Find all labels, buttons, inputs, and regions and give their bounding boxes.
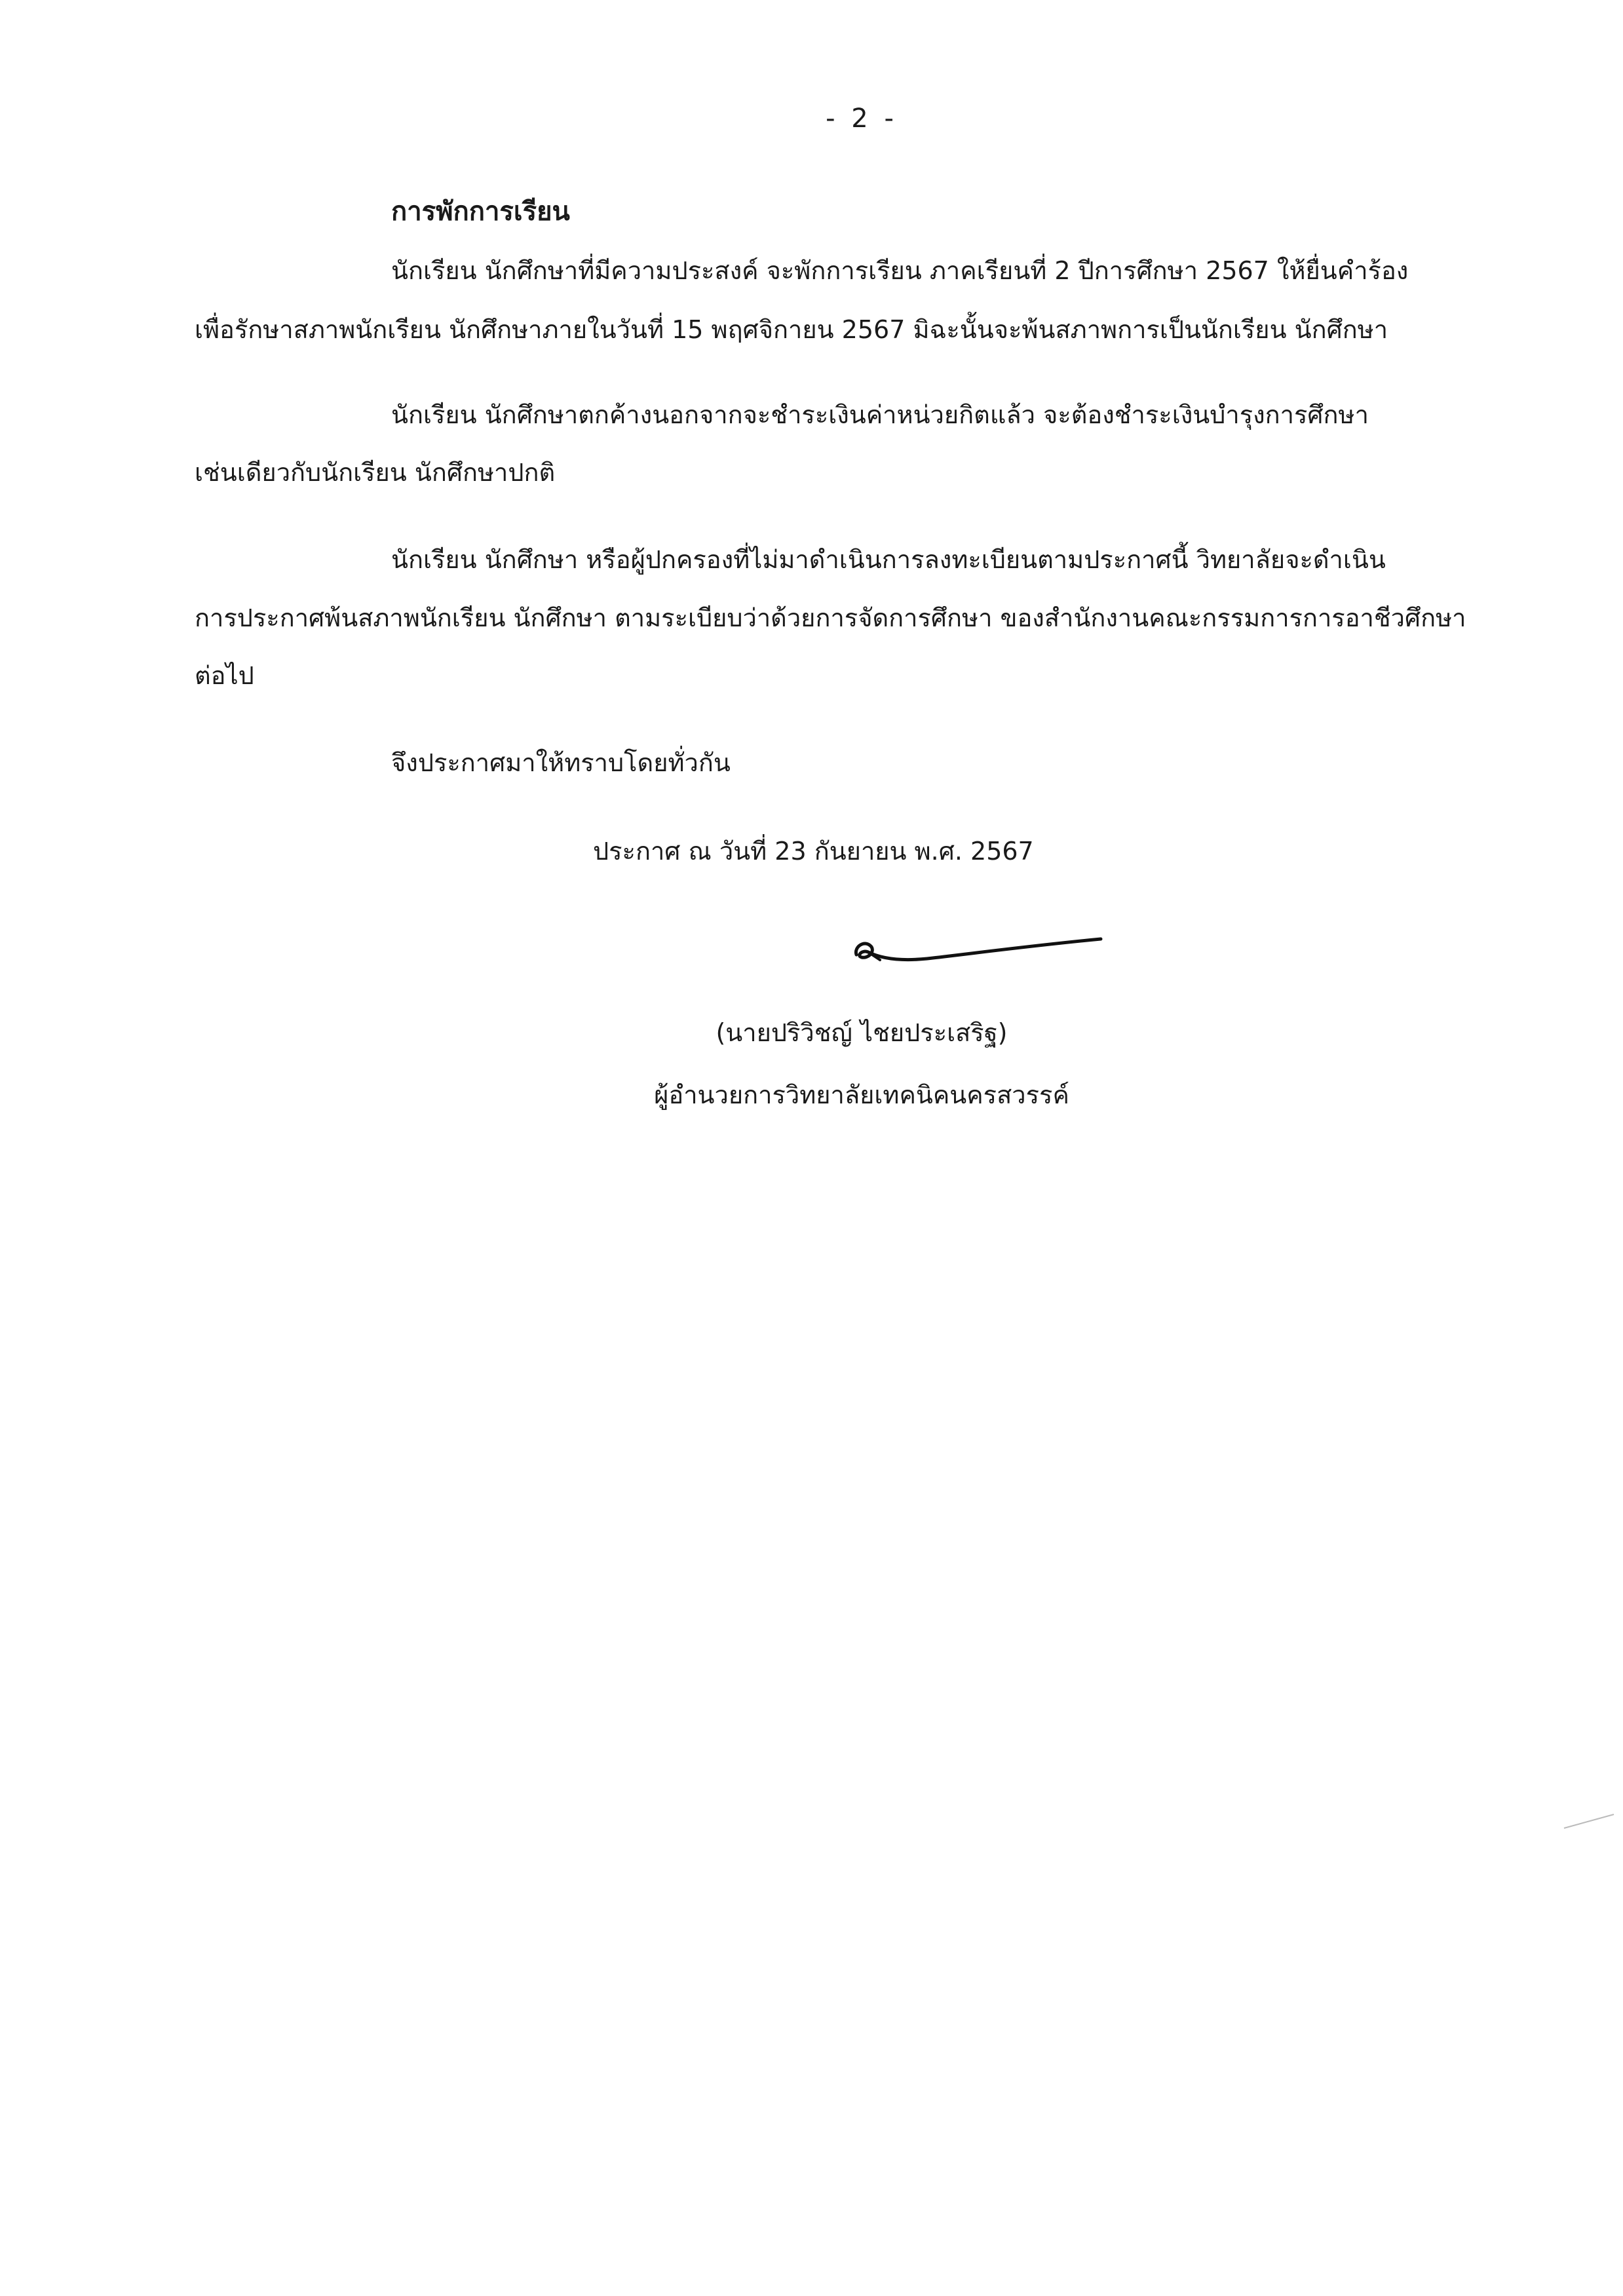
closing-statement: จึงประกาศมาให้ทราบโดยทั่วกัน — [391, 748, 731, 777]
announcement-date: ประกาศ ณ วันที่ 23 กันยายน พ.ศ. 2567 — [593, 837, 1034, 866]
signatory-name: (นายปริวิชญ์ ไชยประเสริฐ) — [716, 1018, 1008, 1047]
signatory-title: ผู้อำนวยการวิทยาลัยเทคนิคนครสวรรค์ — [654, 1081, 1069, 1109]
page-number: - 2 - — [826, 104, 898, 134]
handwritten-signature — [842, 921, 1104, 980]
paragraph-2-line-2: เช่นเดียวกับนักเรียน นักศึกษาปกติ — [195, 458, 556, 487]
paragraph-3-line-3: ต่อไป — [195, 661, 254, 690]
paragraph-2-line-1: นักเรียน นักศึกษาตกค้างนอกจากจะชำระเงินค่าหน่วยกิตแล้ว จะต้องชำระเงินบำรุงการศึกษา — [391, 400, 1369, 429]
paragraph-1-line-1: นักเรียน นักศึกษาที่มีความประสงค์ จะพักการเรียน ภาคเรียนที่ 2 ปีการศึกษา 2567 ให้ยื่นคำร้อง — [391, 256, 1409, 285]
section-heading: การพักการเรียน — [391, 197, 570, 227]
paragraph-3-line-2: การประกาศพ้นสภาพนักเรียน นักศึกษา ตามระเบียบว่าด้วยการจัดการศึกษา ของสำนักงานคณะกรรมการการอาชีวศึกษา — [195, 603, 1466, 632]
paragraph-3-line-1: นักเรียน นักศึกษา หรือผู้ปกครองที่ไม่มาดำเนินการลงทะเบียนตามประกาศนี้ วิทยาลัยจะดำเนิน — [391, 545, 1386, 574]
scan-artifact-mark — [1563, 1812, 1615, 1831]
paragraph-1-line-2: เพื่อรักษาสภาพนักเรียน นักศึกษาภายในวันที่ 15 พฤศจิกายน 2567 มิฉะนั้นจะพ้นสภาพการเป็นนักเรียน นักศึกษา — [195, 315, 1388, 344]
